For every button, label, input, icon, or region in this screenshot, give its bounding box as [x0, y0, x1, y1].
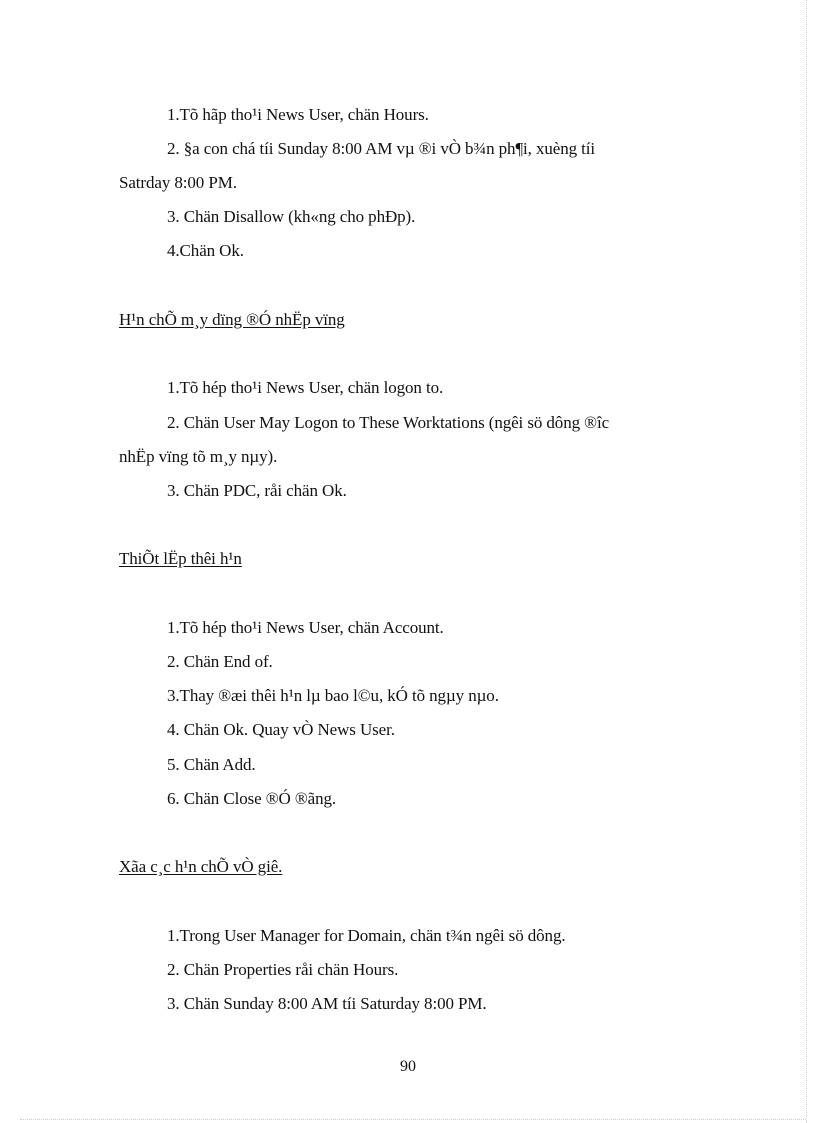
step-line: 3. Chän Sunday 8:00 AM tíi Saturday 8:00 PM. [167, 994, 487, 1013]
step-line: 1.Tõ hãp tho¹i News User, chän Hours. [167, 105, 429, 124]
step-line: 1.Tõ hép tho¹i News User, chän logon to. [167, 378, 444, 397]
page-edge-right [806, 0, 816, 1123]
step-line: 5. Chän Add. [167, 755, 256, 774]
section-heading: Xãa c¸c h¹n chÕ vÒ giê. [119, 857, 283, 876]
step-line: 3. Chän PDC, råi chän Ok. [167, 481, 347, 500]
step-line: 2. §a con chá tíi Sunday 8:00 AM vµ ®i vÒ b¾n ph¶i, xuèng tíi [167, 139, 596, 158]
section-heading: H¹n chÕ m¸y dïng ®Ó nhËp vïng [119, 310, 345, 329]
page-number: 90 [400, 1058, 416, 1075]
step-continuation-line: Satrday 8:00 PM. [119, 173, 237, 192]
step-line: 4.Chän Ok. [167, 241, 244, 260]
step-line: 3. Chän Disallow (kh«ng cho phÐp). [167, 207, 416, 226]
step-line: 1.Trong User Manager for Domain, chän t¾n ngêi sö dông. [167, 926, 566, 945]
step-continuation-line: nhËp vïng tõ m¸y nµy). [119, 447, 278, 466]
section-heading: ThiÕt lËp thêi h¹n [119, 549, 242, 568]
step-line: 2. Chän Properties råi chän Hours. [167, 960, 399, 979]
step-line: 6. Chän Close ®Ó ®ãng. [167, 789, 337, 808]
step-line: 1.Tõ hép tho¹i News User, chän Account. [167, 618, 444, 637]
step-line: 2. Chän End of. [167, 652, 273, 671]
step-line: 3.Thay ®æi thêi h¹n lµ bao l©u, kÓ tõ ngµy nµo. [167, 686, 499, 705]
step-line: 2. Chän User May Logon to These Worktations (ngêi sö dông ®îc [167, 413, 610, 432]
page-edge-bottom [20, 1119, 806, 1121]
step-line: 4. Chän Ok. Quay vÒ News User. [167, 720, 395, 739]
